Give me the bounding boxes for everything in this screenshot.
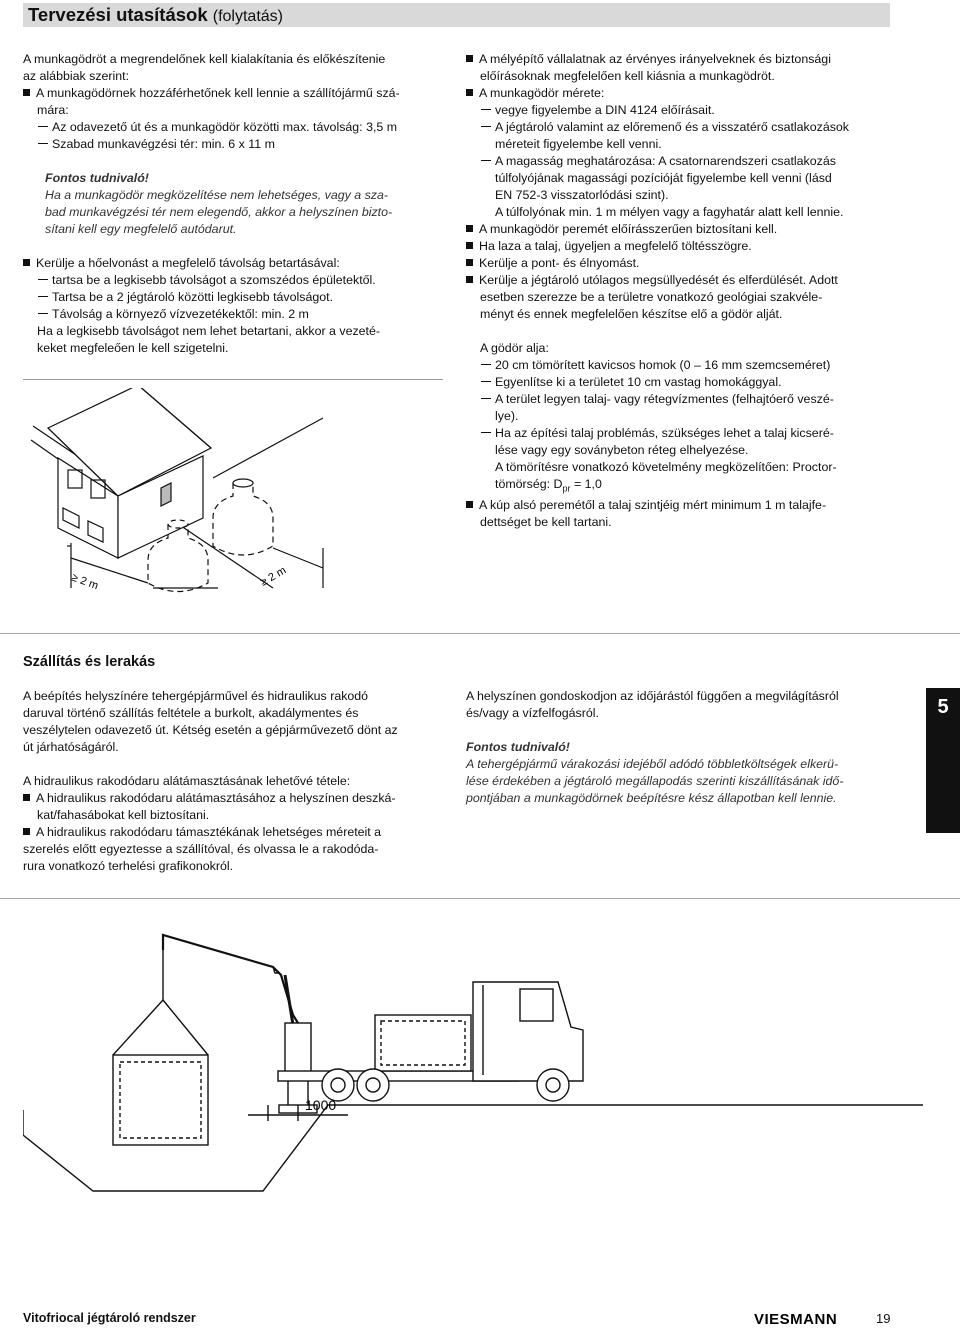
left-column [23,51,443,357]
note-line: A tehergépjármű várakozási idejéből adódó többletköltségek elkerü- [466,757,839,771]
text-line: méreteit figyelembe kell venni. [495,137,662,151]
bullet-icon [466,89,473,96]
section-title: Szállítás és lerakás [23,654,156,670]
truck-crane-diagram [23,905,923,1195]
text-line: A hidraulikus rakodódaru alátámasztásának lehetővé tétele: [23,774,351,788]
text-line: és/vagy a vízfelfogásról. [466,706,599,720]
text-line: A tömörítésre vonatkozó követelmény megközelítően: Proctor- [495,460,837,474]
note-line: pontjában a munkagödörnek beépítésre kész állapotban kell lennie. [466,791,837,805]
dash-item: tartsa be a legkisebb távolságot a szomszédos épületektől. [23,272,443,289]
bullet-item: A munkagödör mérete: [466,85,906,102]
text-line: daruval történő szállítás feltétele a burkolt, akadálymentes és [23,706,359,720]
bullet-icon [23,259,30,266]
text-line: rura vonatkozó terhelési grafikonokról. [23,859,234,873]
text-line: esetben szerezze be a területre vonatkozó geológiai szakvéle- [480,290,823,304]
bullet-item: A hidraulikus rakodódaru alátámasztásához a helyszínen deszká- [23,790,443,807]
bullet-item: A munkagödör peremét előírásszerűen biztosítani kell. [466,221,906,238]
bullet-icon [23,89,30,96]
viessmann-logo [754,1309,854,1327]
text-line: ményt és ennek megfelelően készítse elő a gödör alját. [480,307,783,321]
note-title: Fontos tudnivaló! [466,740,570,754]
text-line: Ha a legkisebb távolságot nem lehet betartani, akkor a vezeté- [37,324,381,338]
dash-item: A terület legyen talaj- vagy rétegvízmentes (felhajtóerő veszé- [466,391,906,408]
dimension-label: 1000 [305,1097,337,1113]
section-divider [0,633,960,634]
text-line: az alábbiak szerint: [23,69,130,83]
bullet-icon [466,501,473,508]
section-divider [0,898,960,899]
text-line: lése vagy egy soványbeton réteg elhelyezése. [495,443,749,457]
page-title: Tervezési utasítások (folytatás) [28,4,283,25]
dash-item: Szabad munkavégzési tér: min. 6 x 11 m [23,136,443,153]
bullet-item: A mélyépítő vállalatnak az érvényes irányelveknek és biztonsági [466,51,906,68]
section2-right-column [466,688,906,807]
bullet-item: Kerülje a jégtároló utólagos megsüllyedését és elferdülését. Adott [466,272,906,289]
bullet-item: Kerülje a hőelvonást a megfelelő távolság betartásával: [23,255,443,272]
note-line: bad munkavégzési tér nem elegendő, akkor a helyszínen bizto- [45,205,393,219]
text-line: út járhatóságáról. [23,740,119,754]
dimension-label-left: ≥ 2 m [69,571,100,593]
bullet-icon [23,828,30,835]
site-diagram [23,388,443,613]
bullet-item: Ha laza a talaj, ügyeljen a megfelelő töltésszögre. [466,238,906,255]
bullet-icon [466,225,473,232]
bullet-icon [466,242,473,249]
note-line: Ha a munkagödör megközelítése nem lehetséges, vagy a sza- [45,188,388,202]
text-line: szerelés előtt egyeztesse a szállítóval, és olvassa le a rakodóda- [23,842,379,856]
bullet-item: A munkagödörnek hozzáférhetőnek kell lennie a szállítójármű szá- [23,85,443,102]
bullet-item: A kúp alsó peremétől a talaj szintjéig mért minimum 1 m talajfe- [466,497,906,514]
text-line: A túlfolyónak min. 1 m mélyen vagy a fagyhatár alatt kell lennie. [495,205,844,219]
text-line: A munkagödröt a megrendelőnek kell kialakítania és előkészítenie [23,52,386,66]
text-line: túlfolyójának magassági pozícióját figyelembe kell venni (lásd [495,171,832,185]
bullet-item: Kerülje a pont- és élnyomást. [466,255,906,272]
dash-item: Távolság a környező vízvezetékektől: min. 2 m [23,306,443,323]
logo-text: VIESMANN [754,1311,838,1327]
note-line: sítani kell egy megfelelő autódarut. [45,222,237,236]
note-line: lése érdekében a jégtároló megállapodás szerinti kiszállításának idő- [466,774,844,788]
footer-product: Vitofriocal jégtároló rendszer [23,1311,196,1325]
right-column [466,51,906,531]
note-title: Fontos tudnivaló! [45,171,149,185]
text-line: A gödör alja: [480,341,549,355]
dimension-label-right: ≥ 2 m [258,564,289,589]
text-line: lye). [495,409,519,423]
chapter-tab: 5 [926,688,960,833]
dash-item: 20 cm tömörített kavicsos homok (0 – 16 mm szemcseméret) [466,357,906,374]
bullet-item: A hidraulikus rakodódaru támasztékának lehetséges méreteit a [23,824,443,841]
text-line: dettséget be kell tartani. [480,515,612,530]
text-line: előírásoknak megfelelően kell kiásnia a munkagödröt. [480,69,775,83]
text-line: veszélytelen odavezető út. Kétség esetén a gépjárművezető dönt az [23,723,398,737]
bullet-icon [466,276,473,283]
text-line: EN 752-3 visszatorlódási szint). [495,188,669,202]
text-line: keket megfeleően le kell szigetelni. [37,341,229,355]
divider [23,379,443,380]
dash-item: Ha az építési talaj problémás, szükséges lehet a talaj kicseré- [466,425,906,442]
dash-item: Tartsa be a 2 jégtároló közötti legkisebb távolságot. [23,289,443,306]
text-line: kat/fahasábokat kell biztosítani. [37,808,210,822]
section2-left-column [23,688,443,875]
page-number: 19 [876,1311,891,1326]
text-line: A beépítés helyszínére tehergépjárművel és hidraulikus rakodó [23,689,369,703]
bullet-icon [466,55,473,62]
dash-item: A jégtároló valamint az előremenő és a visszatérő csatlakozások [466,119,906,136]
text-line: mára: [37,103,69,117]
dash-item: Egyenlítse ki a területet 10 cm vastag homokággyal. [466,374,906,391]
text-line: tömörség: $D_{pr} = 1,0$ [495,477,602,494]
page-header-bar [23,3,890,27]
dash-item: A magasság meghatározása: A csatornarendszeri csatlakozás [466,153,906,170]
bullet-icon [466,259,473,266]
text-line: A helyszínen gondoskodjon az időjárástól függően a megvilágításról [466,689,839,703]
bullet-icon [23,794,30,801]
dash-item: Az odavezető út és a munkagödör közötti max. távolság: 3,5 m [23,119,443,136]
dash-item: vegye figyelembe a DIN 4124 előírásait. [466,102,906,119]
